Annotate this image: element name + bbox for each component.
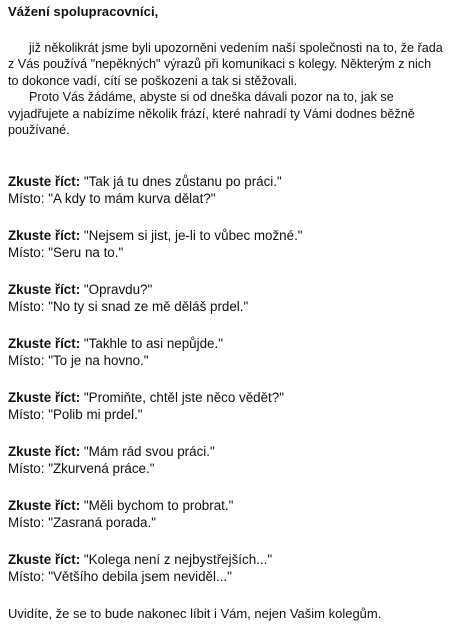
instead-label: Místo: (8, 515, 45, 530)
intro-paragraph: Proto Vás žádáme, abyste si od dneška dávali pozor na to, jak se vyjadřujete a nabízíme několik frází, které nahradí ty Vámi dodnes běžně používané. (8, 90, 419, 138)
replaced-phrase: "Zkurvená práce." (48, 461, 155, 476)
phrase-pair (8, 443, 448, 497)
try-label: Zkuste říct: (8, 174, 81, 189)
phrase-pair (8, 335, 448, 389)
phrase-pair (8, 389, 448, 443)
instead-label: Místo: (8, 569, 45, 584)
letter-greeting: Vážení spolupracovníci, (8, 4, 159, 19)
phrase-pair (8, 173, 448, 227)
suggested-phrase: "Nejsem si jist, je-li to vůbec možné." (83, 228, 303, 243)
closing-sentence: Uvidíte, že se to bude nakonec líbit i Vám, nejen Vašim kolegům. (8, 606, 382, 621)
instead-label: Místo: (8, 245, 45, 260)
suggested-phrase: "Tak já tu dnes zůstanu po práci." (83, 174, 282, 189)
try-label: Zkuste říct: (8, 228, 81, 243)
phrase-pair (8, 497, 448, 551)
replaced-phrase: "Většího debila jsem neviděl..." (48, 569, 232, 584)
suggested-phrase: "Měli bychom to probrat." (83, 498, 234, 513)
phrase-pair (8, 227, 448, 281)
try-label: Zkuste říct: (8, 498, 81, 513)
instead-label: Místo: (8, 191, 45, 206)
suggested-phrase: "Kolega není z nejbystřejších..." (83, 552, 273, 567)
try-label: Zkuste říct: (8, 336, 81, 351)
try-label: Zkuste říct: (8, 552, 81, 567)
replaced-phrase: "A kdy to mám kurva dělat?" (48, 191, 216, 206)
suggested-phrase: "Takhle to asi nepůjde." (83, 336, 223, 351)
try-label: Zkuste říct: (8, 282, 81, 297)
replaced-phrase: "Polib mi prdel." (48, 407, 143, 422)
suggested-phrase: "Opravdu?" (83, 282, 153, 297)
replaced-phrase: "Seru na to." (48, 245, 124, 260)
instead-label: Místo: (8, 461, 45, 476)
phrase-list (8, 173, 448, 605)
replaced-phrase: "Zasraná porada." (48, 515, 156, 530)
try-label: Zkuste říct: (8, 390, 81, 405)
phrase-pair (8, 281, 448, 335)
suggested-phrase: "Promiňte, chtěl jste něco vědět?" (83, 390, 284, 405)
replaced-phrase: "No ty si snad ze mě děláš prdel." (48, 299, 249, 314)
try-label: Zkuste říct: (8, 444, 81, 459)
instead-label: Místo: (8, 407, 45, 422)
instead-label: Místo: (8, 353, 45, 368)
intro-text (8, 40, 445, 138)
instead-label: Místo: (8, 299, 45, 314)
suggested-phrase: "Mám rád svou práci." (83, 444, 215, 459)
intro-paragraph: již několikrát jsme byli upozorněni vedením naší společnosti na to, že řada z Vás používá "nepěkných" výrazů při komunikaci s kolegy. Některým z nich to dokonce vadí, cítí se poškozeni a tak si stěžovali. (8, 41, 447, 88)
replaced-phrase: "To je na hovno." (48, 353, 149, 368)
phrase-pair (8, 551, 448, 605)
